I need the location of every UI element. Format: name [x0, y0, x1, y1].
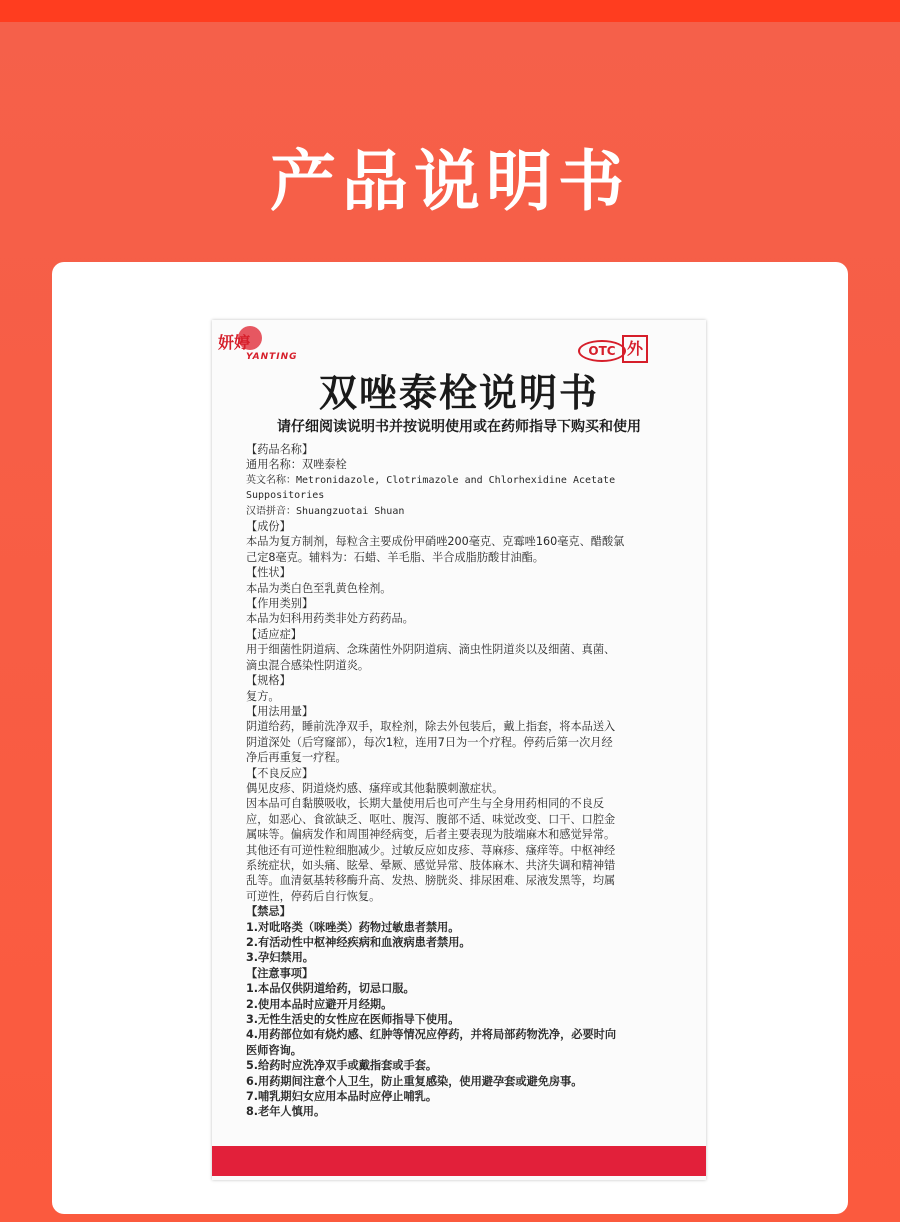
leaflet-line: 医师咨询。 [246, 1043, 302, 1057]
leaflet-subtitle: 请仔细阅读说明书并按说明使用或在药师指导下购买和使用 [277, 419, 641, 435]
section-heading: 【禁忌】 [246, 905, 291, 919]
leaflet-line: 3.无性生活史的女性应在医师指导下使用。 [246, 1013, 460, 1027]
leaflet-line: 乱等。血清氨基转移酶升高、发热、膀胱炎、排尿困难、尿液发黑等，均属 [246, 874, 616, 888]
page-title: 产品说明书 [270, 143, 630, 220]
leaflet-line: Suppositories [246, 490, 325, 502]
leaflet-line: 英文名称：Metronidazole, Clotrimazole and Chlorhexidine Acetate [246, 474, 616, 486]
leaflet-line: 因本品可自黏膜吸收，长期大量使用后也可产生与全身用药相同的不良反 [246, 797, 605, 811]
leaflet-line: 偶见皮疹、阴道烧灼感、瘙痒或其他黏膜刺激症状。 [246, 781, 504, 795]
leaflet-line: 系统症状，如头痛、眩晕、晕厥、感觉异常、肢体麻木、共济失调和精神错 [246, 858, 616, 872]
section-heading: 【不良反应】 [246, 766, 314, 780]
leaflet-line: 本品为妇科用药类非处方药药品。 [246, 612, 414, 626]
section-heading: 【注意事项】 [246, 966, 314, 980]
leaflet-line: 应，如恶心、食欲缺乏、呕吐、腹泻、腹部不适、味觉改变、口干、口腔金 [246, 812, 616, 826]
section-heading: 【用法用量】 [246, 704, 314, 718]
leaflet-line: 阴道给药，睡前洗净双手，取栓剂，除去外包装后，戴上指套，将本品送入 [246, 720, 616, 734]
leaflet-line: 2.有活动性中枢神经疾病和血液病患者禁用。 [246, 936, 471, 949]
leaflet-line: 3.孕妇禁用。 [246, 951, 314, 965]
logo-chinese-text: 妍婷 [218, 333, 251, 352]
leaflet-line: 6.用药期间注意个人卫生，防止重复感染，使用避孕套或避免房事。 [246, 1074, 583, 1088]
leaflet-line: 己定8毫克。辅料为：石蜡、羊毛脂、半合成脂肪酸甘油酯。 [246, 550, 544, 564]
section-heading: 【作用类别】 [246, 597, 314, 611]
top-accent-bar [0, 0, 900, 22]
brand-logo [218, 326, 318, 366]
leaflet-line: 复方。 [246, 689, 280, 703]
section-heading: 【性状】 [246, 566, 291, 580]
leaflet-line: 净后再重复一疗程。 [246, 751, 347, 765]
logo-english-text: YANTING [246, 352, 298, 362]
leaflet-line: 通用名称：双唑泰栓 [246, 458, 347, 472]
otc-badge: OTC [578, 340, 626, 362]
section-heading: 【药品名称】 [246, 443, 314, 456]
leaflet-line: 8.老年人慎用。 [246, 1105, 326, 1119]
leaflet-line: 其他还有可逆性粒细胞减少。过敏反应如皮疹、荨麻疹、瘙痒等。中枢神经 [246, 843, 616, 857]
leaflet-sheet [212, 320, 706, 1180]
leaflet-line: 可逆性，停药后自行恢复。 [246, 889, 381, 903]
leaflet-line: 4.用药部位如有烧灼感、红肿等情况应停药，并将局部药物洗净，必要时向 [246, 1028, 617, 1042]
leaflet-line: 用于细菌性阴道病、念珠菌性外阴阴道病、滴虫性阴道炎以及细菌、真菌、 [246, 643, 616, 657]
leaflet-title: 双唑泰栓说明书 [318, 371, 599, 415]
leaflet-line: 1.本品仅供阴道给药，切忌口服。 [246, 982, 415, 996]
leaflet-line: 7.哺乳期妇女应用本品时应停止哺乳。 [246, 1090, 438, 1104]
section-heading: 【成份】 [246, 520, 291, 534]
leaflet-line: 阴道深处（后穹窿部），每次1粒，连用7日为一个疗程。停药后第一次月经 [246, 735, 613, 749]
external-use-badge: 外 [622, 335, 648, 363]
leaflet-line: 属味等。偏病发作和周围神经病变，后者主要表现为肢端麻木和感觉异常。 [246, 828, 616, 842]
leaflet-line: 1.对吡咯类（咪唑类）药物过敏患者禁用。 [246, 920, 460, 934]
leaflet-line: 2.使用本品时应避开月经期。 [246, 997, 393, 1011]
section-heading: 【适应症】 [246, 627, 302, 641]
leaflet-line: 5.给药时应洗净双手或戴指套或手套。 [246, 1059, 438, 1073]
leaflet-line: 本品为复方制剂，每粒含主要成份甲硝唑200毫克、克霉唑160毫克、醋酸氯 [246, 535, 625, 549]
leaflet-line: 汉语拼音：Shuangzuotai Shuan [246, 505, 405, 517]
bottom-red-bar [212, 1146, 706, 1176]
leaflet-body [246, 442, 674, 1120]
section-heading: 【规格】 [246, 674, 291, 688]
leaflet-line: 滴虫混合感染性阴道炎。 [246, 658, 370, 672]
leaflet-line: 本品为类白色至乳黄色栓剂。 [246, 581, 392, 595]
